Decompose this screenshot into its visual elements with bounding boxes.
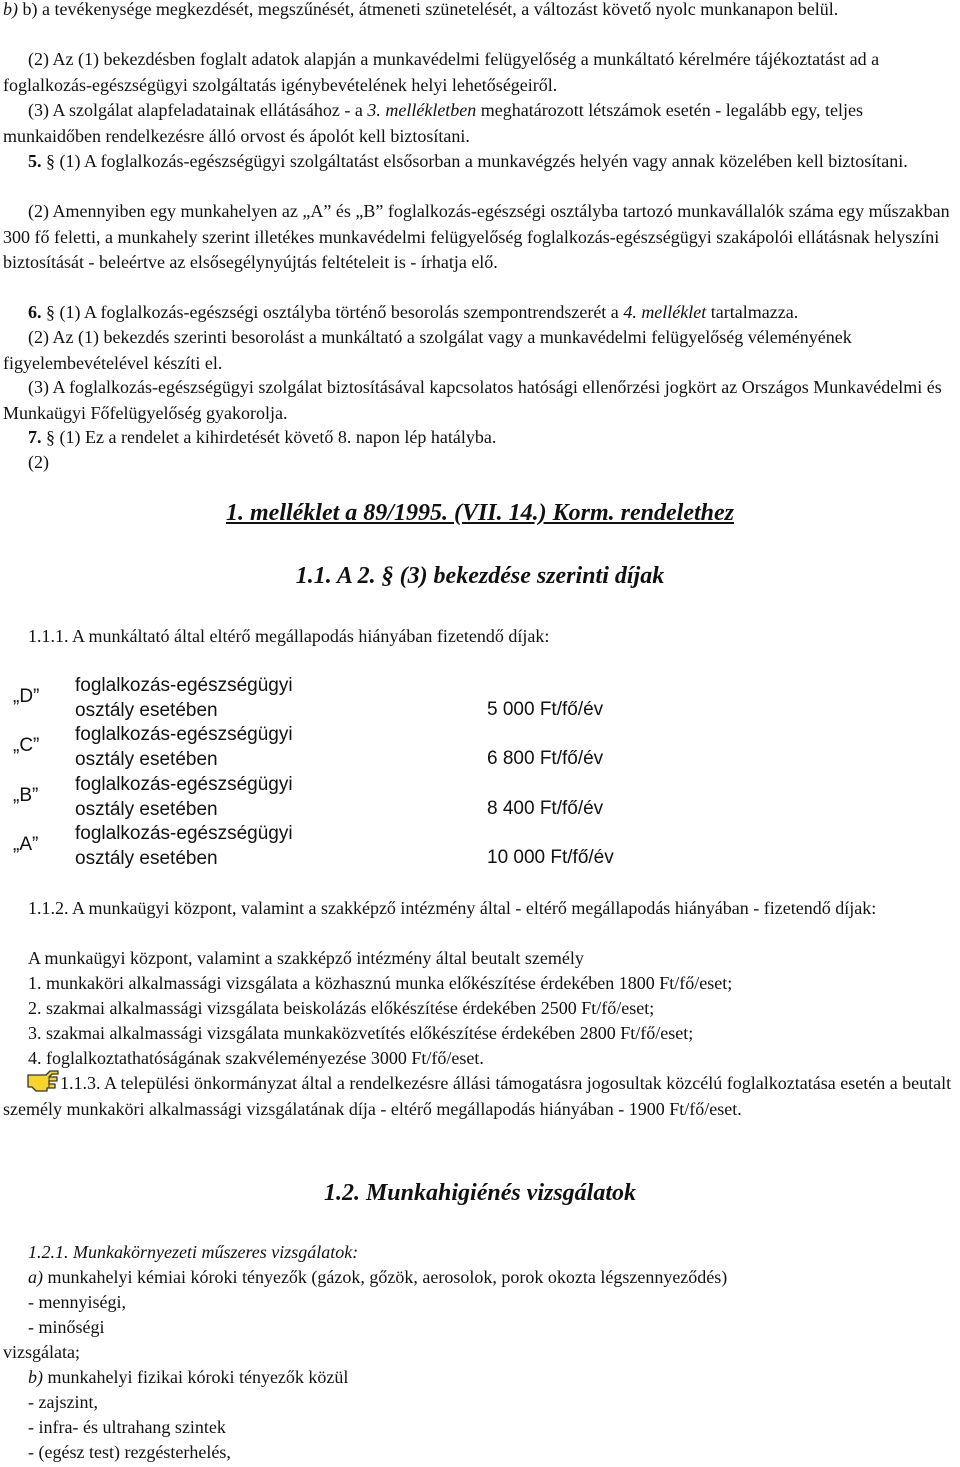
class-label: „B” [13, 785, 39, 806]
paragraph-b-notification [3, 0, 953, 23]
annex-title: 1. melléklet a 89/1995. (VII. 14.) Korm. rendelethez [226, 500, 734, 526]
section-112-intro: 1.1.2. A munkaügyi központ, valamint a szakképző intézmény által - eltérő megállapodás hiányában - fizetendő díjak: [28, 898, 877, 918]
class-description-line1: foglalkozás-egészségügyi [75, 675, 293, 696]
class-description-line2: osztály esetében [75, 848, 218, 869]
text-part: munkahelyi fizikai kóroki tényezők közül [43, 1367, 349, 1387]
class-label: „D” [13, 686, 40, 707]
section-6-paragraph-1 [3, 300, 953, 326]
annex-reference: 4. melléklet [623, 302, 707, 322]
section-121-a-tail: vizsgálata; [3, 1342, 80, 1362]
class-description-line2: osztály esetében [75, 749, 218, 770]
text-part: munkahelyi kémiai kóroki tényezők (gázok, gőzök, aerosolok, porok okozta légszennyeződés) [43, 1267, 728, 1287]
hygiene-title: 1.2. Munkahigiénés vizsgálatok [323, 1180, 637, 1206]
annex-reference: 3. mellékletben [367, 100, 477, 120]
text-part: (3) A szolgálat alapfeladatainak ellátásához - a [28, 100, 368, 120]
section-112-subject: A munkaügyi központ, valamint a szakképző intézmény által beutalt személy [28, 948, 584, 968]
class-description-line2: osztály esetében [75, 799, 218, 820]
class-description-line1: foglalkozás-egészségügyi [75, 774, 293, 795]
paragraph-3-staffing [3, 98, 953, 149]
section-number: 5. [28, 151, 42, 171]
class-description-line2: osztály esetében [75, 700, 218, 721]
section-112-item-2: 2. szakmai alkalmassági vizsgálata beiskolázás előkészítése érdekében 2500 Ft/fő/eset; [28, 998, 655, 1018]
paragraph-text: b) a tevékenysége megkezdését, megszűnését, átmeneti szünetelését, a változást követő nyolc munkanapon belül. [22, 0, 839, 19]
fees-title: 1.1. A 2. § (3) bekezdése szerinti díjak [295, 563, 665, 589]
section-121-b-item-2: - infra- és ultrahang szintek [28, 1417, 226, 1437]
fees-intro: 1.1.1. A munkáltató által eltérő megállapodás hiányában fizetendő díjak: [28, 626, 550, 646]
section-121-a-item-2: - minőségi [28, 1317, 105, 1337]
section-6-paragraph-3: (3) A foglalkozás-egészségügyi szolgálat biztosításával kapcsolatos hatósági ellenőrzési jogkört az Országos Munkavédelmi és Munkaügyi Főfelügyelőség gyakorolja. [3, 377, 942, 423]
section-title-text: 1.2.1. Munkakörnyezeti műszeres vizsgálatok: [28, 1242, 359, 1262]
section-number: 6. [28, 302, 42, 322]
section-113: 1.1.3. A települési önkormányzat által a rendelkezésre állási támogatásra jogosultak közcélú foglalkoztatása esetén a beutalt személy munkaköri alkalmassági vizsgálatának díja - eltérő megállapodás hiányában - 1900 Ft/fő/eset. [3, 1073, 952, 1119]
class-description-line1: foglalkozás-egészségügyi [75, 823, 293, 844]
section-121-b-item-3: - (egész test) rezgésterhelés, [28, 1442, 231, 1462]
point-label: b) [3, 0, 18, 19]
section-121-b-item-1: - zajszint, [28, 1392, 98, 1412]
section-112-item-3: 3. szakmai alkalmassági vizsgálata munkaközvetítés előkészítése érdekében 2800 Ft/fő/eset; [28, 1023, 694, 1043]
point-label: a) [28, 1267, 43, 1287]
text-part: § (1) Ez a rendelet a kihirdetését követő 8. napon lép hatályba. [41, 427, 497, 447]
text-part: § (1) A foglalkozás-egészségügyi szolgáltatást elsősorban a munkavégzés helyén vagy annak közelében kell biztosítani. [41, 151, 908, 171]
text-part: meghatározott létszámok esetén - legalább egy, teljes munkaidőben rendelkezésre álló orvost és ápolót kell biztosítani. [3, 100, 863, 146]
section-7-paragraph-1 [3, 425, 953, 451]
fee-amount: 6 800 Ft/fő/év [487, 748, 604, 769]
section-121-b [3, 1365, 953, 1391]
text-part: § (1) A foglalkozás-egészségi osztályba történő besorolás szempontrendszerét a [41, 302, 624, 322]
fee-amount: 5 000 Ft/fő/év [487, 699, 604, 720]
section-121-title [3, 1240, 953, 1266]
section-121-a-item-1: - mennyiségi, [28, 1292, 126, 1312]
section-121-a [3, 1265, 953, 1291]
class-description-line1: foglalkozás-egészségügyi [75, 724, 293, 745]
section-5-paragraph-1 [3, 149, 953, 175]
section-6-paragraph-2: (2) Az (1) bekezdés szerinti besorolást a munkáltató a szolgálat vagy a munkavédelmi felügyelőség véleményének figyelembevételével készíti el. [3, 327, 852, 373]
section-5-paragraph-2: (2) Amennyiben egy munkahelyen az „A” és „B” foglalkozás-egészségi osztályba tartozó munkavállalók száma egy műszakban 300 fő feletti, a munkahely szerint illetékes munkavédelmi felügyelőség foglalkozás-egészségügyi szakápolói ellátásnak helyszíni biztosítását - beleértve az elsősegélynyújtás feltételeit is - írhatja elő. [3, 201, 950, 272]
paragraph-2-information: (2) Az (1) bekezdésben foglalt adatok alapján a munkavédelmi felügyelőség a munkáltató kérelmére tájékoztatást ad a foglalkozás-egészségügyi szolgáltatás igénybevételének helyi lehetőségeiről. [3, 49, 880, 95]
section-112-item-4: 4. foglalkoztathatóságának szakvéleményezése 3000 Ft/fő/eset. [28, 1048, 484, 1068]
section-number: 7. [28, 427, 42, 447]
text-part: tartalmazza. [706, 302, 799, 322]
fee-amount: 8 400 Ft/fő/év [487, 798, 604, 819]
point-label: b) [28, 1367, 43, 1387]
fee-amount: 10 000 Ft/fő/év [487, 847, 614, 868]
class-label: „A” [13, 834, 39, 855]
class-label: „C” [13, 735, 40, 756]
section-112-item-1: 1. munkaköri alkalmassági vizsgálata a közhasznú munka előkészítése érdekében 1800 Ft/fő/eset; [28, 973, 733, 993]
section-7-paragraph-2: (2) [28, 452, 49, 472]
